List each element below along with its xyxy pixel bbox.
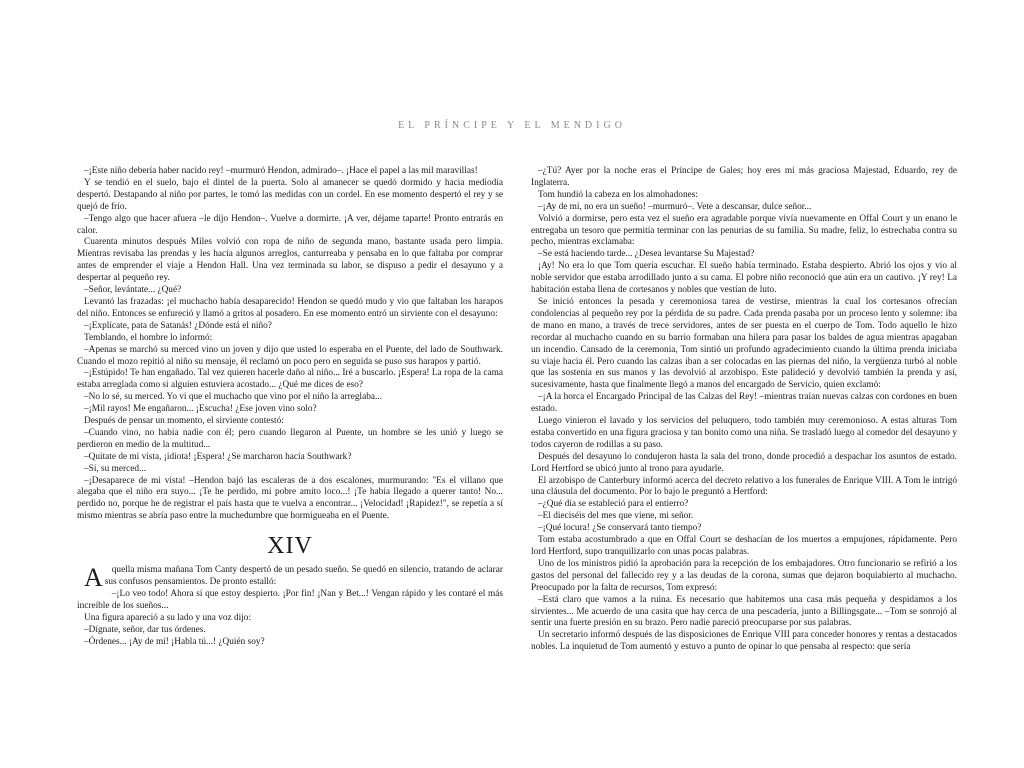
paragraph: Tom hundió la cabeza en los almohadones:: [538, 189, 698, 200]
paragraph: Una figura apareció a su lado y una voz dijo:: [84, 612, 252, 623]
paragraph: –¡Ay de mí, no era un sueño! –murmuró–. Vete a descansar, dulce señor...: [538, 201, 812, 212]
paragraph: Tom estaba acostumbrado a que en Offal Court se deshacían de los muertos a empujones, rápidamente. Pero lord Hertford, supo tranquilizarlo con unas pocas palabras.: [531, 535, 957, 557]
left-paragraphs-before: [77, 166, 503, 523]
paragraph: Temblando, el hombre lo informó:: [84, 332, 213, 343]
paragraph: –Cuando vino, no había nadie con él; pero cuando llegaron al Puente, un hombre se les unió y luego se perdieron en medio de la multitud...: [77, 427, 503, 450]
paragraph: Volvió a dormirse, pero esta vez el sueño era agradable porque vivía nuevamente en Offal Court y un enano le entregaba un tesoro que permitía terminar con las penurias de su familia. Su madre, feliz, lo estrechaba contra su pecho, mientras exclamaba:: [531, 213, 957, 248]
paragraph: –¡Estúpido! Te han engañado. Tal vez quieren hacerle daño al niño... Iré a buscarlo. ¡Espera! La ropa de la cama estaba arreglada como si alguien estuviera acostado... ¿Qué me dices de eso?: [77, 368, 503, 391]
running-head: EL PRÍNCIPE Y EL MENDIGO: [398, 120, 626, 131]
paragraph: –¡Mil rayos! Me engañaron... ¡Escucha! ¿Ese joven vino solo?: [84, 404, 317, 415]
left-column: [77, 166, 503, 726]
paragraph: –Se está haciendo tarde... ¿Desea levantarse Su Majestad?: [538, 249, 755, 260]
paragraph: –¡Lo veo todo! Ahora sí que estoy despierto. ¡Por fin! ¡Nan y Bet...! Vengan rápido y les contaré el más increíble de los sueños...: [77, 589, 503, 611]
paragraph: –Quítate de mi vista, ¡idiota! ¡Espera! ¿Se marcharon hacia Southwark?: [84, 451, 352, 462]
paragraph: –¡Este niño debería haber nacido rey! –murmuró Hendon, admirado–. ¡Hace el papel a las mil maravillas!: [84, 166, 478, 176]
left-paragraphs-after: [77, 589, 503, 649]
paragraph: –Está claro que vamos a la ruina. Es necesario que habitemos una casa más pequeña y despidamos a los sirvientes... Me acuerdo de una casita que hay cerca de una pescadería, junto a Billingsgate... –Tom se sonrojó al sentir una fuerte presión en su brazo. Pero nadie pareció preocuparse por sus palabras.: [531, 594, 957, 629]
chapter-title: XIV: [267, 533, 313, 560]
paragraph: –¡Qué locura! ¿Se conservará tanto tiempo?: [538, 523, 702, 534]
paragraph: –¡Explícate, pata de Satanás! ¿Dónde está el niño?: [84, 320, 272, 331]
paragraph: –Órdenes... ¡Ay de mí! ¡Habla tú...! ¿Quién soy?: [84, 636, 265, 647]
opening-paragraph-text: quella misma mañana Tom Canty despertó de un pesado sueño. Se quedó en silencio, tratando de aclarar sus confusos pensamientos. De pronto estalló:: [104, 565, 503, 588]
paragraph: –¿Qué día se estableció para el entierro?: [538, 499, 689, 510]
paragraph: El arzobispo de Canterbury informó acerca del decreto relativo a los funerales de Enrique VIII. A Tom le intrigó una cláusula del documento. Por lo bajo le preguntó a Hertford:: [531, 475, 957, 498]
paragraph: –Dígnate, señor, dar tus órdenes.: [84, 624, 206, 635]
paragraph: –Tengo algo que hacer afuera –le dijo Hendon–. Vuelve a dormirte. ¡A ver, déjame taparte! Pronto entrarás en calor.: [77, 213, 503, 236]
paragraph: –¡Desaparece de mi vista! –Hendon bajó las escaleras de a dos escalones, murmurando: "Es el villano que alegaba que el niño era suyo... ¡Te he perdido, mi pobre amito loco...! ¡Te había llegado a querer tanto! No... perdido no, porque he de registrar el país hasta que te vuelva a encontrar... ¡Velocidad! ¡Rapidez!", se repetía a sí mismo mientras se abría paso entre la muchedumbre que hormigueaba en el Puente.: [77, 475, 503, 522]
paragraph: –Señor, levántate... ¿Qué?: [84, 285, 182, 296]
paragraph: Y se tendió en el suelo, bajo el dintel de la puerta. Solo al amanecer se quedó dormido y hacia mediodía despertó. Destapando al niño por partes, le tomó las medidas con un cordel. En ese momento despertó el rey y se quejó de frío.: [77, 177, 503, 212]
paragraph: Cuarenta minutos después Miles volvió con ropa de niño de segunda mano, bastante usada pero limpia. Mientras revisaba las prendas y les hacía algunos arreglos, canturreaba y pensaba en lo que faltaba por comprar antes de emprender el viaje a Hendon Hall. Una vez terminada su labor, se dispuso a pedir el desayuno y a despertar al pequeño rey.: [77, 237, 503, 284]
paragraph: ¡Ay! No era lo que Tom quería escuchar. El sueño había terminado. Estaba despierto. Abrió los ojos y vio al noble servidor que estaba arrodillado junto a su cama. El pobre niño reconoció que aún era un cautivo. ¡Y rey! La habitación estaba llena de cortesanos y nobles que vestían de luto.: [531, 261, 957, 296]
paragraph: Luego vinieron el lavado y los servicios del peluquero, todo también muy ceremonioso. A estas alturas Tom estaba convertido en una figura graciosa y tan bonito como una niña. Se trasladó luego al comedor del desayuno y todos cayeron de rodillas a su paso.: [531, 416, 957, 450]
paragraph: –¡A la horca el Encargado Principal de las Calzas del Rey! –mientras traían nuevas calzas con cordones en buen estado.: [531, 392, 957, 415]
chapter-opening-paragraph: [77, 563, 503, 593]
paragraph: Después del desayuno lo condujeron hasta la sala del trono, donde procedió a despachar los asuntos de estado. Lord Hertford se ubicó junto al trono para ayudarle.: [531, 451, 957, 474]
right-paragraphs: [531, 166, 957, 654]
paragraph: –Apenas se marchó su merced vino un joven y dijo que usted lo esperaba en el Puente, del lado de Southwark. Cuando el mozo repitió al niño su mensaje, él reclamó un poco pero en seguida se puso sus harapos y partió.: [77, 344, 503, 367]
paragraph: Uno de los ministros pidió la aprobación para la recepción de los embajadores. Otro funcionario se refirió a los gastos del personal del fallecido rey y a las deudas de la corona, sumas que dejaron boquiabierto al muchacho. Preocupado por la falta de recursos, Tom expresó:: [531, 558, 957, 593]
paragraph: Se inició entonces la pesada y ceremoniosa tarea de vestirse, mientras la cual los cortesanos ofrecían condolencias al pequeño rey por la pérdida de su padre. Cada prenda pasaba por un proceso lento y solemne: iba de mano en mano, a través de trece servidores, antes de ser puesta en el cuerpo de Tom. Todo aquello le hizo recordar al muchacho cuando en su barrio formaban una hilera para pasar los baldes de agua mientras apagaban un incendio. Cansado de la ceremonia, Tom sintió un profundo agradecimiento cuando la última prenda iniciaba su viaje hacia él. Pero cuando las calzas iban a ser colocadas en las piernas del niño, la vergüenza turbó al noble que las sostenía en sus manos y las devolvió al arzobispo. Este palideció y devolvió también la prenda y así, sucesivamente, hasta que finalmente llegó a manos del encargado de Servicio, quien exclamó:: [531, 296, 957, 391]
drop-cap-letter: A: [84, 563, 103, 593]
paragraph: Levantó las frazadas: ¡el muchacho había desaparecido! Hendon se quedó mudo y vio que faltaban los harapos del niño. Entonces se enfureció y llamó a gritos al posadero. En ese momento entró un sirviente con el desayuno:: [77, 296, 503, 319]
paragraph: –Sí, su merced...: [84, 463, 146, 474]
paragraph: Después de pensar un momento, el sirviente contestó:: [84, 416, 284, 427]
paragraph: –El dieciséis del mes que viene, mi señor.: [538, 511, 694, 522]
paragraph: –¿Tú? Ayer por la noche eras el Príncipe de Gales; hoy eres mi más graciosa Majestad, Eduardo, rey de Inglaterra.: [531, 166, 957, 188]
paragraph: –No lo sé, su merced. Yo vi que el muchacho que vino por el niño la arreglaba...: [84, 392, 382, 403]
right-column: [531, 166, 957, 726]
paragraph: Un secretario informó después de las disposiciones de Enrique VIII para conceder honores y rentas a destacados nobles. La inquietud de Tom aumentó y estuvo a punto de opinar lo que pensaba al respecto: que sería: [531, 630, 957, 653]
